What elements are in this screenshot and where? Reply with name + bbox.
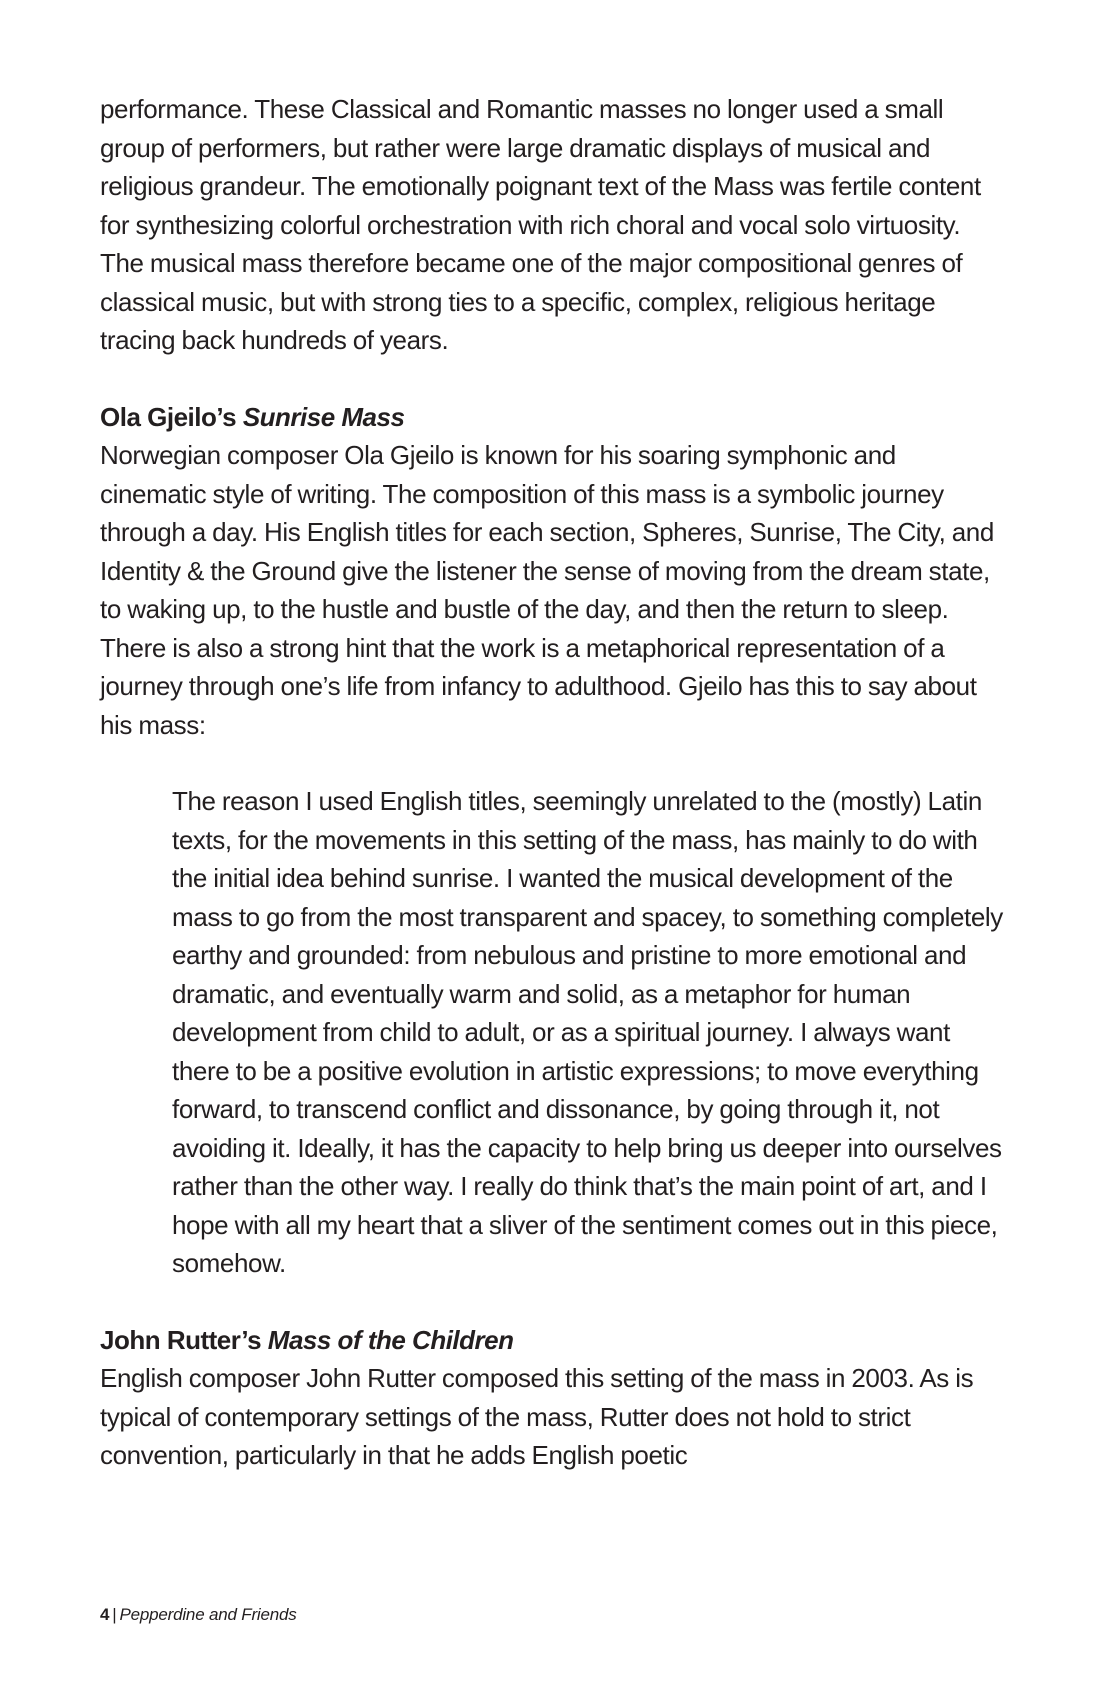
gjeilo-paragraph: Norwegian composer Ola Gjeilo is known for his soaring symphonic and cinematic style of writing. The composition of this mass is a symbolic journey through a day. His English titles for each section, Spheres, Sunrise, The City, and Identity & the Ground give the listener the sense of moving from the dream state, to waking up, to the hustle and bustle of the day, and then the return to sleep. There is also a strong hint that the work is a metaphorical representation of a journey through one’s life from infancy to adulthood. Gjeilo has this to say about his mass:	[100, 440, 994, 740]
page-footer	[100, 1605, 297, 1625]
gjeilo-heading-title: Sunrise Mass	[242, 401, 405, 432]
intro-paragraph: performance. These Classical and Romantic masses no longer used a small group of performers, but rather were large dramatic displays of musical and religious grandeur. The emotionally poignant text of the Mass was fertile content for synthesizing colorful orchestration with rich choral and vocal solo virtuosity. The musical mass therefore became one of the major compositional genres of classical music, but with strong ties to a specific, complex, religious heritage tracing back hundreds of years.	[100, 94, 981, 355]
gjeilo-heading	[100, 398, 1005, 437]
gjeilo-quote	[172, 782, 1005, 1283]
publication-title: Pepperdine and Friends	[119, 1605, 297, 1624]
footer-separator: |	[112, 1605, 117, 1624]
gjeilo-quote-text: The reason I used English titles, seemingly unrelated to the (mostly) Latin texts, for the movements in this setting of the mass, has mainly to do with the initial idea behind sunrise. I wanted the musical development of the mass to go from the most transparent and spacey, to something completely earthy and grounded: from nebulous and pristine to more emotional and dramatic, and eventually warm and solid, as a metaphor for human development from child to adult, or as a spiritual journey. I always want there to be a positive evolution in artistic expressions; to move everything forward, to transcend conflict and dissonance, by going through it, not avoiding it. Ideally, it has the capacity to help bring us deeper into ourselves rather than the other way. I really do think that’s the main point of art, and I hope with all my heart that a sliver of the sentiment comes out in this piece, somehow.	[172, 786, 1003, 1278]
document-page	[100, 90, 1005, 1475]
rutter-heading-title: Mass of the Children	[267, 1324, 514, 1355]
rutter-paragraph: English composer John Rutter composed this setting of the mass in 2003. As is typical of contemporary settings of the mass, Rutter does not hold to strict convention, particularly in that he adds English poetic	[100, 1363, 974, 1470]
gjeilo-heading-prefix: Ola Gjeilo’s	[100, 401, 243, 432]
rutter-heading-prefix: John Rutter’s	[100, 1324, 268, 1355]
rutter-heading	[100, 1321, 1005, 1360]
page-number: 4	[100, 1605, 110, 1624]
